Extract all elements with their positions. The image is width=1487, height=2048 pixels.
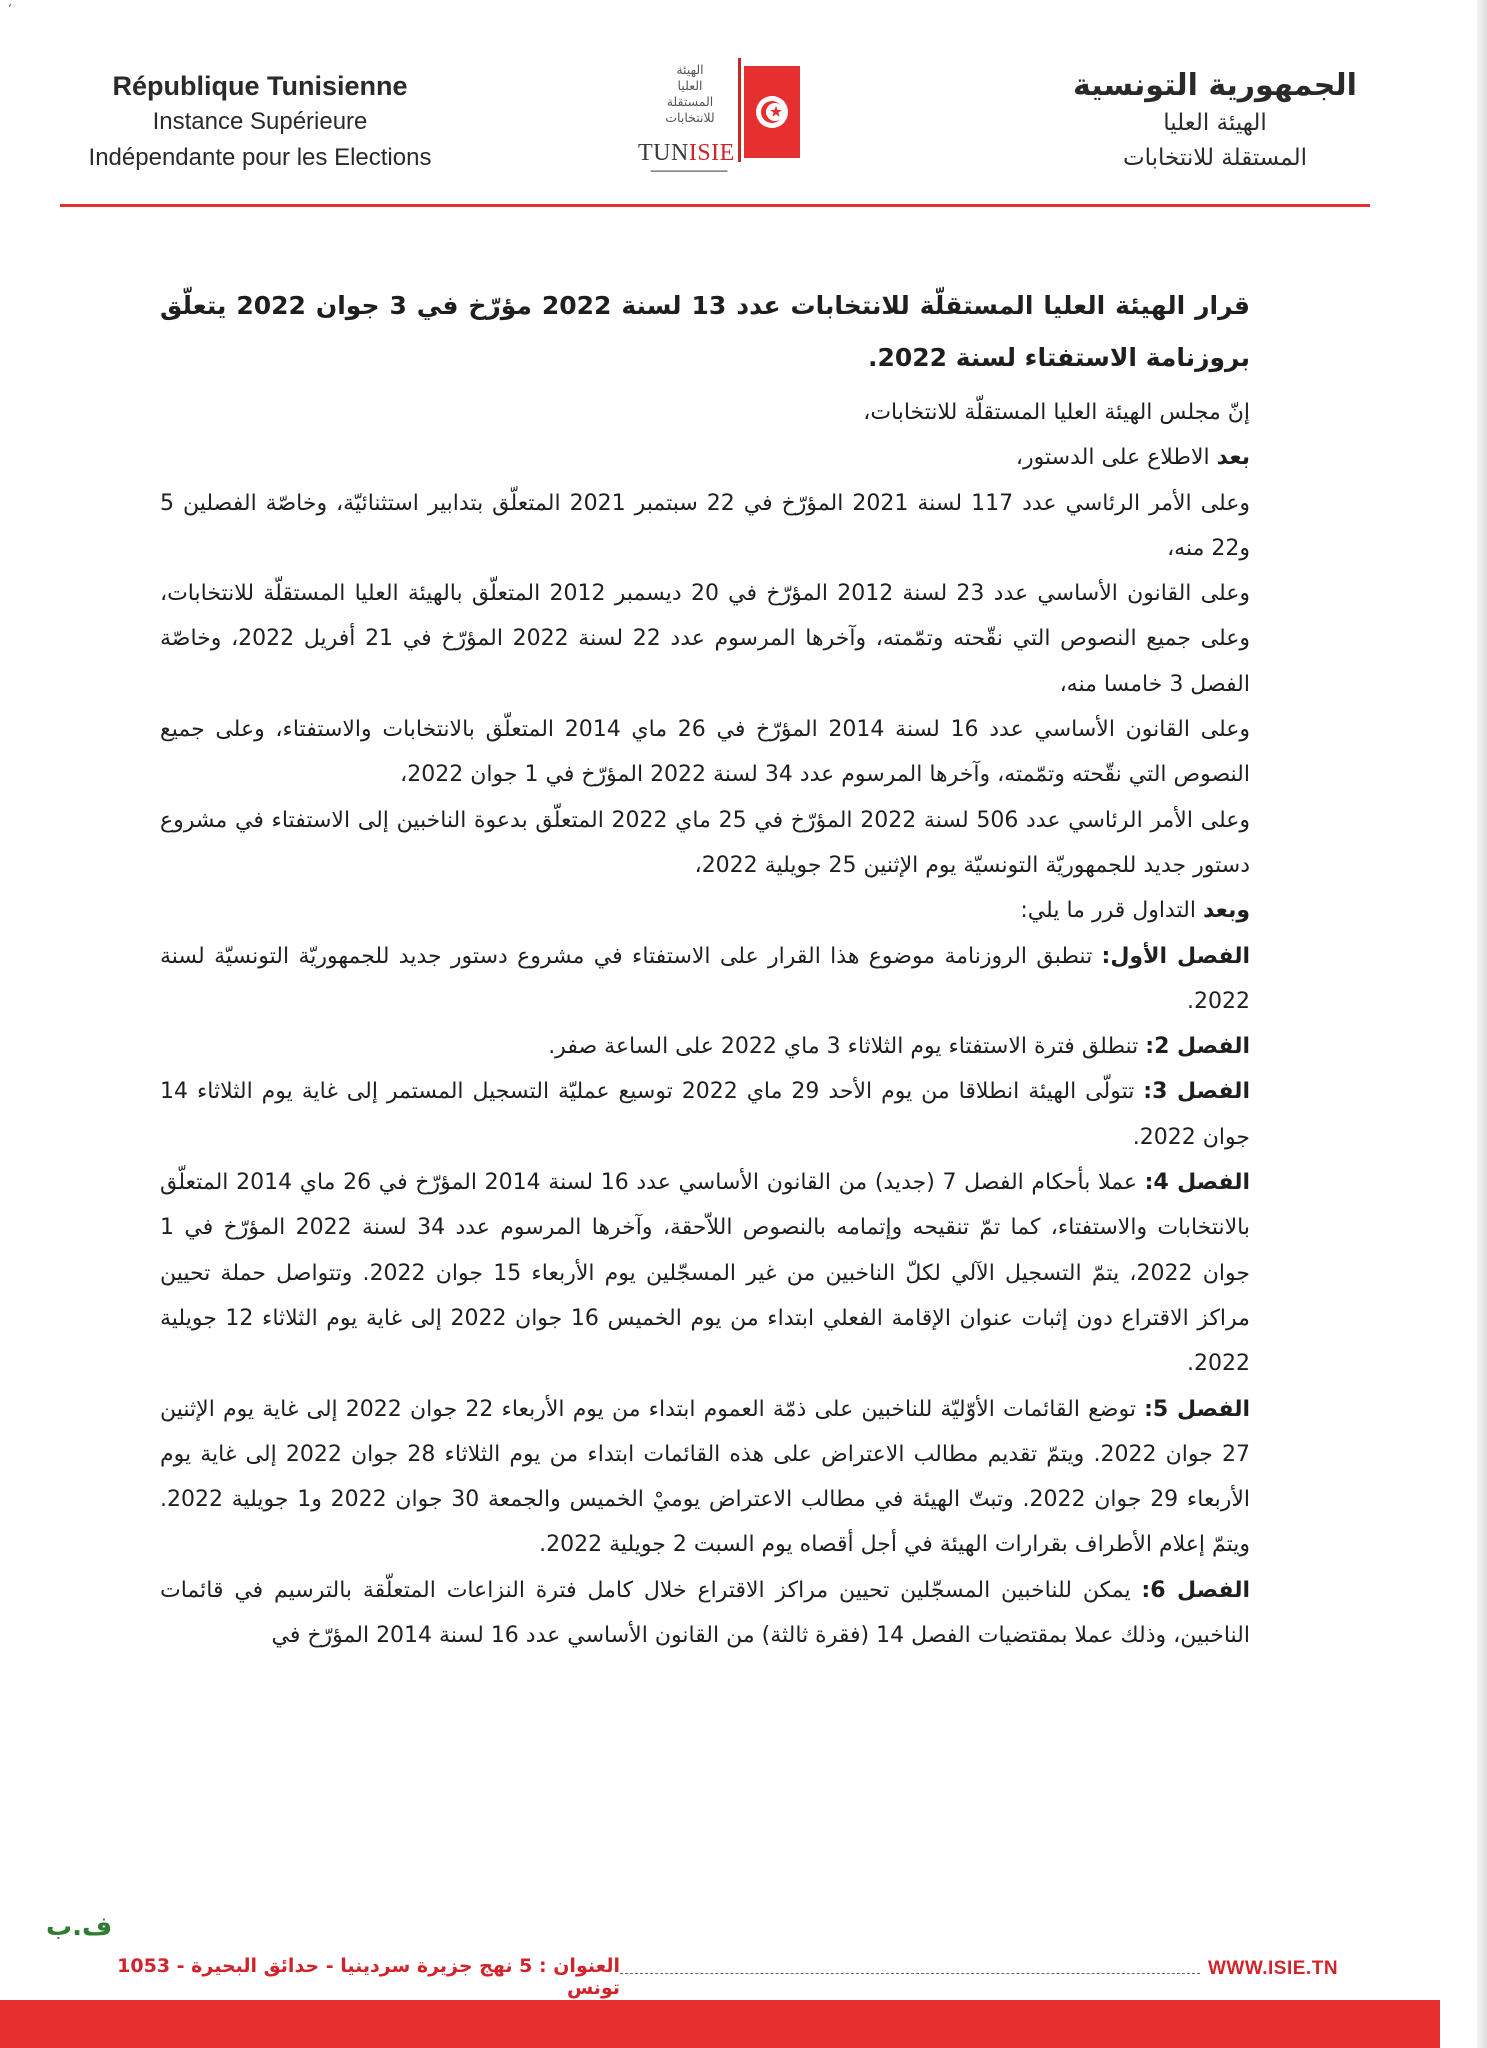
- article-1: الفصل الأول: تنطبق الروزنامة موضوع هذا القرار على الاستفتاء في مشروع دستور جديد للجمهوريّة التونسيّة لسنة 2022.: [160, 943, 1250, 1014]
- logo-subtitle: ▬▬▬▬▬▬▬▬▬▬▬▬▬▬: [650, 168, 728, 174]
- fr-country: République Tunisienne: [112, 71, 408, 101]
- visa-item: وعلى الأمر الرئاسي عدد 117 لسنة 2021 المؤرّخ في 22 سبتمبر 2021 المتعلّق بتدابير استثنائيّة، وخاصّة الفصلين 5 و22 منه،: [160, 490, 1251, 561]
- tunisian-flag-icon: [738, 58, 802, 162]
- footer-band: [0, 2000, 1440, 2048]
- visa-item: وعلى القانون الأساسي عدد 16 لسنة 2014 المؤرّخ في 26 ماي 2014 المتعلّق بالانتخابات والاستفتاء، وعلى جميع النصوص التي نقّحته وتمّمته، وآخرها المرسوم عدد 34 لسنة 2022 المؤرّخ في 1 جوان 2022،: [160, 717, 1250, 788]
- ar-country: الجمهورية التونسية: [1073, 68, 1357, 103]
- visa-constitution: بعد الاطلاع على الدستور،: [1015, 445, 1250, 471]
- french-letterhead: [60, 68, 460, 176]
- footer-divider: [620, 1973, 1200, 1975]
- decision-body: [160, 280, 1250, 1658]
- visa-item: وعلى القانون الأساسي عدد 23 لسنة 2012 المؤرّخ في 20 ديسمبر 2012 المتعلّق بالهيئة العليا المستقلّة للانتخابات، وعلى جميع النصوص التي نقّحته وتمّمته، وآخرها المرسوم عدد 22 لسنة 2022 المؤرّخ في 21 أفريل 2022، وخاصّة الفصل 3 خامسا منه،: [160, 581, 1251, 697]
- ar-institution-line2: المستقلة للانتخابات: [1122, 145, 1308, 171]
- scan-mark: ʼ: [8, 2, 12, 16]
- isie-logo: [618, 56, 808, 188]
- arabic-letterhead: [1055, 66, 1375, 176]
- fr-institution-line1: Instance Supérieure: [152, 108, 368, 135]
- header-divider: [60, 204, 1370, 207]
- deliberation: وبعد التداول قرر ما يلي:: [1020, 898, 1250, 924]
- fr-institution-line2: Indépendante pour les Elections: [88, 144, 432, 171]
- handwritten-initials: ف.ب: [46, 1912, 113, 1942]
- logo-wordmark: TUNISIE: [638, 140, 735, 166]
- article-6: الفصل 6: يمكن للناخبين المسجّلين تحيين مراكز الاقتراع خلال كامل فترة النزاعات المتعلّقة بالترسيم في قائمات الناخبين، وذلك عملا بمقتضيات الفصل 14 (فقرة ثالثة) من القانون الأساسي عدد 16 لسنة 2014 المؤرّخ في: [160, 1577, 1251, 1649]
- footer-website-link[interactable]: WWW.ISIE.TN: [1208, 1958, 1339, 1979]
- article-5: الفصل 5: توضع القائمات الأوّليّة للناخبين على ذمّة العموم ابتداء من يوم الأربعاء 22 جوان 2022 إلى غاية يوم الإثنين 27 جوان 2022. ويتمّ تقديم مطالب الاعتراض على هذه القائمات ابتداء من يوم الثلاثاء 28 جوان 2022 إلى غاية يوم الأربعاء 29 جوان 2022. وتبتّ الهيئة في مطالب الاعتراض يوميْ الخميس والجمعة 30 جوان 2022 و1 جويلية 2022. ويتمّ إعلام الأطراف بقرارات الهيئة في أجل أقصاه يوم السبت 2 جويلية 2022.: [160, 1396, 1250, 1558]
- article-2: الفصل 2: تنطلق فترة الاستفتاء يوم الثلاثاء 3 ماي 2022 على الساعة صفر.: [548, 1034, 1250, 1060]
- article-3: الفصل 3: تتولّى الهيئة انطلاقا من يوم الأحد 29 ماي 2022 توسيع عمليّة التسجيل المستمر إلى غاية يوم الثلاثاء 14 جوان 2022.: [160, 1079, 1250, 1150]
- page-edge: [1477, 0, 1487, 2048]
- logo-arabic-text: الهيئة العليا المستقلة للانتخابات: [665, 62, 715, 125]
- ar-institution-line1: الهيئة العليا: [1163, 110, 1267, 136]
- footer-address: العنوان : 5 نهج جزيرة سردينيا - حدائق البحيرة - 1053 تونس: [117, 1955, 620, 1999]
- preamble: إنّ مجلس الهيئة العليا المستقلّة للانتخابات،: [863, 400, 1250, 425]
- decision-title: قرار الهيئة العليا المستقلّة للانتخابات عدد 13 لسنة 2022 مؤرّخ في 3 جوان 2022 يتعلّق بروزنامة الاستفتاء لسنة 2022.: [160, 291, 1250, 372]
- article-4: الفصل 4: عملا بأحكام الفصل 7 (جديد) من القانون الأساسي عدد 16 لسنة 2014 المؤرّخ في 26 ماي 2014 المتعلّق بالانتخابات والاستفتاء، كما تمّ تنقيحه وإتمامه بالنصوص اللاّحقة، وآخرها المرسوم عدد 34 لسنة 2022 المؤرّخ في 1 جوان 2022، يتمّ التسجيل الآلي لكلّ الناخبين من غير المسجّلين يوم الأربعاء 15 جوان 2022. وتتواصل حملة تحيين مراكز الاقتراع دون إثبات عنوان الإقامة الفعلي ابتداء من يوم الخميس 16 جوان 2022 إلى غاية يوم الثلاثاء 12 جويلية 2022.: [160, 1170, 1251, 1377]
- visa-item: وعلى الأمر الرئاسي عدد 506 لسنة 2022 المؤرّخ في 25 ماي 2022 المتعلّق بدعوة الناخبين إلى الاستفتاء في مشروع دستور جديد للجمهوريّة التونسيّة يوم الإثنين 25 جويلية 2022،: [160, 807, 1251, 878]
